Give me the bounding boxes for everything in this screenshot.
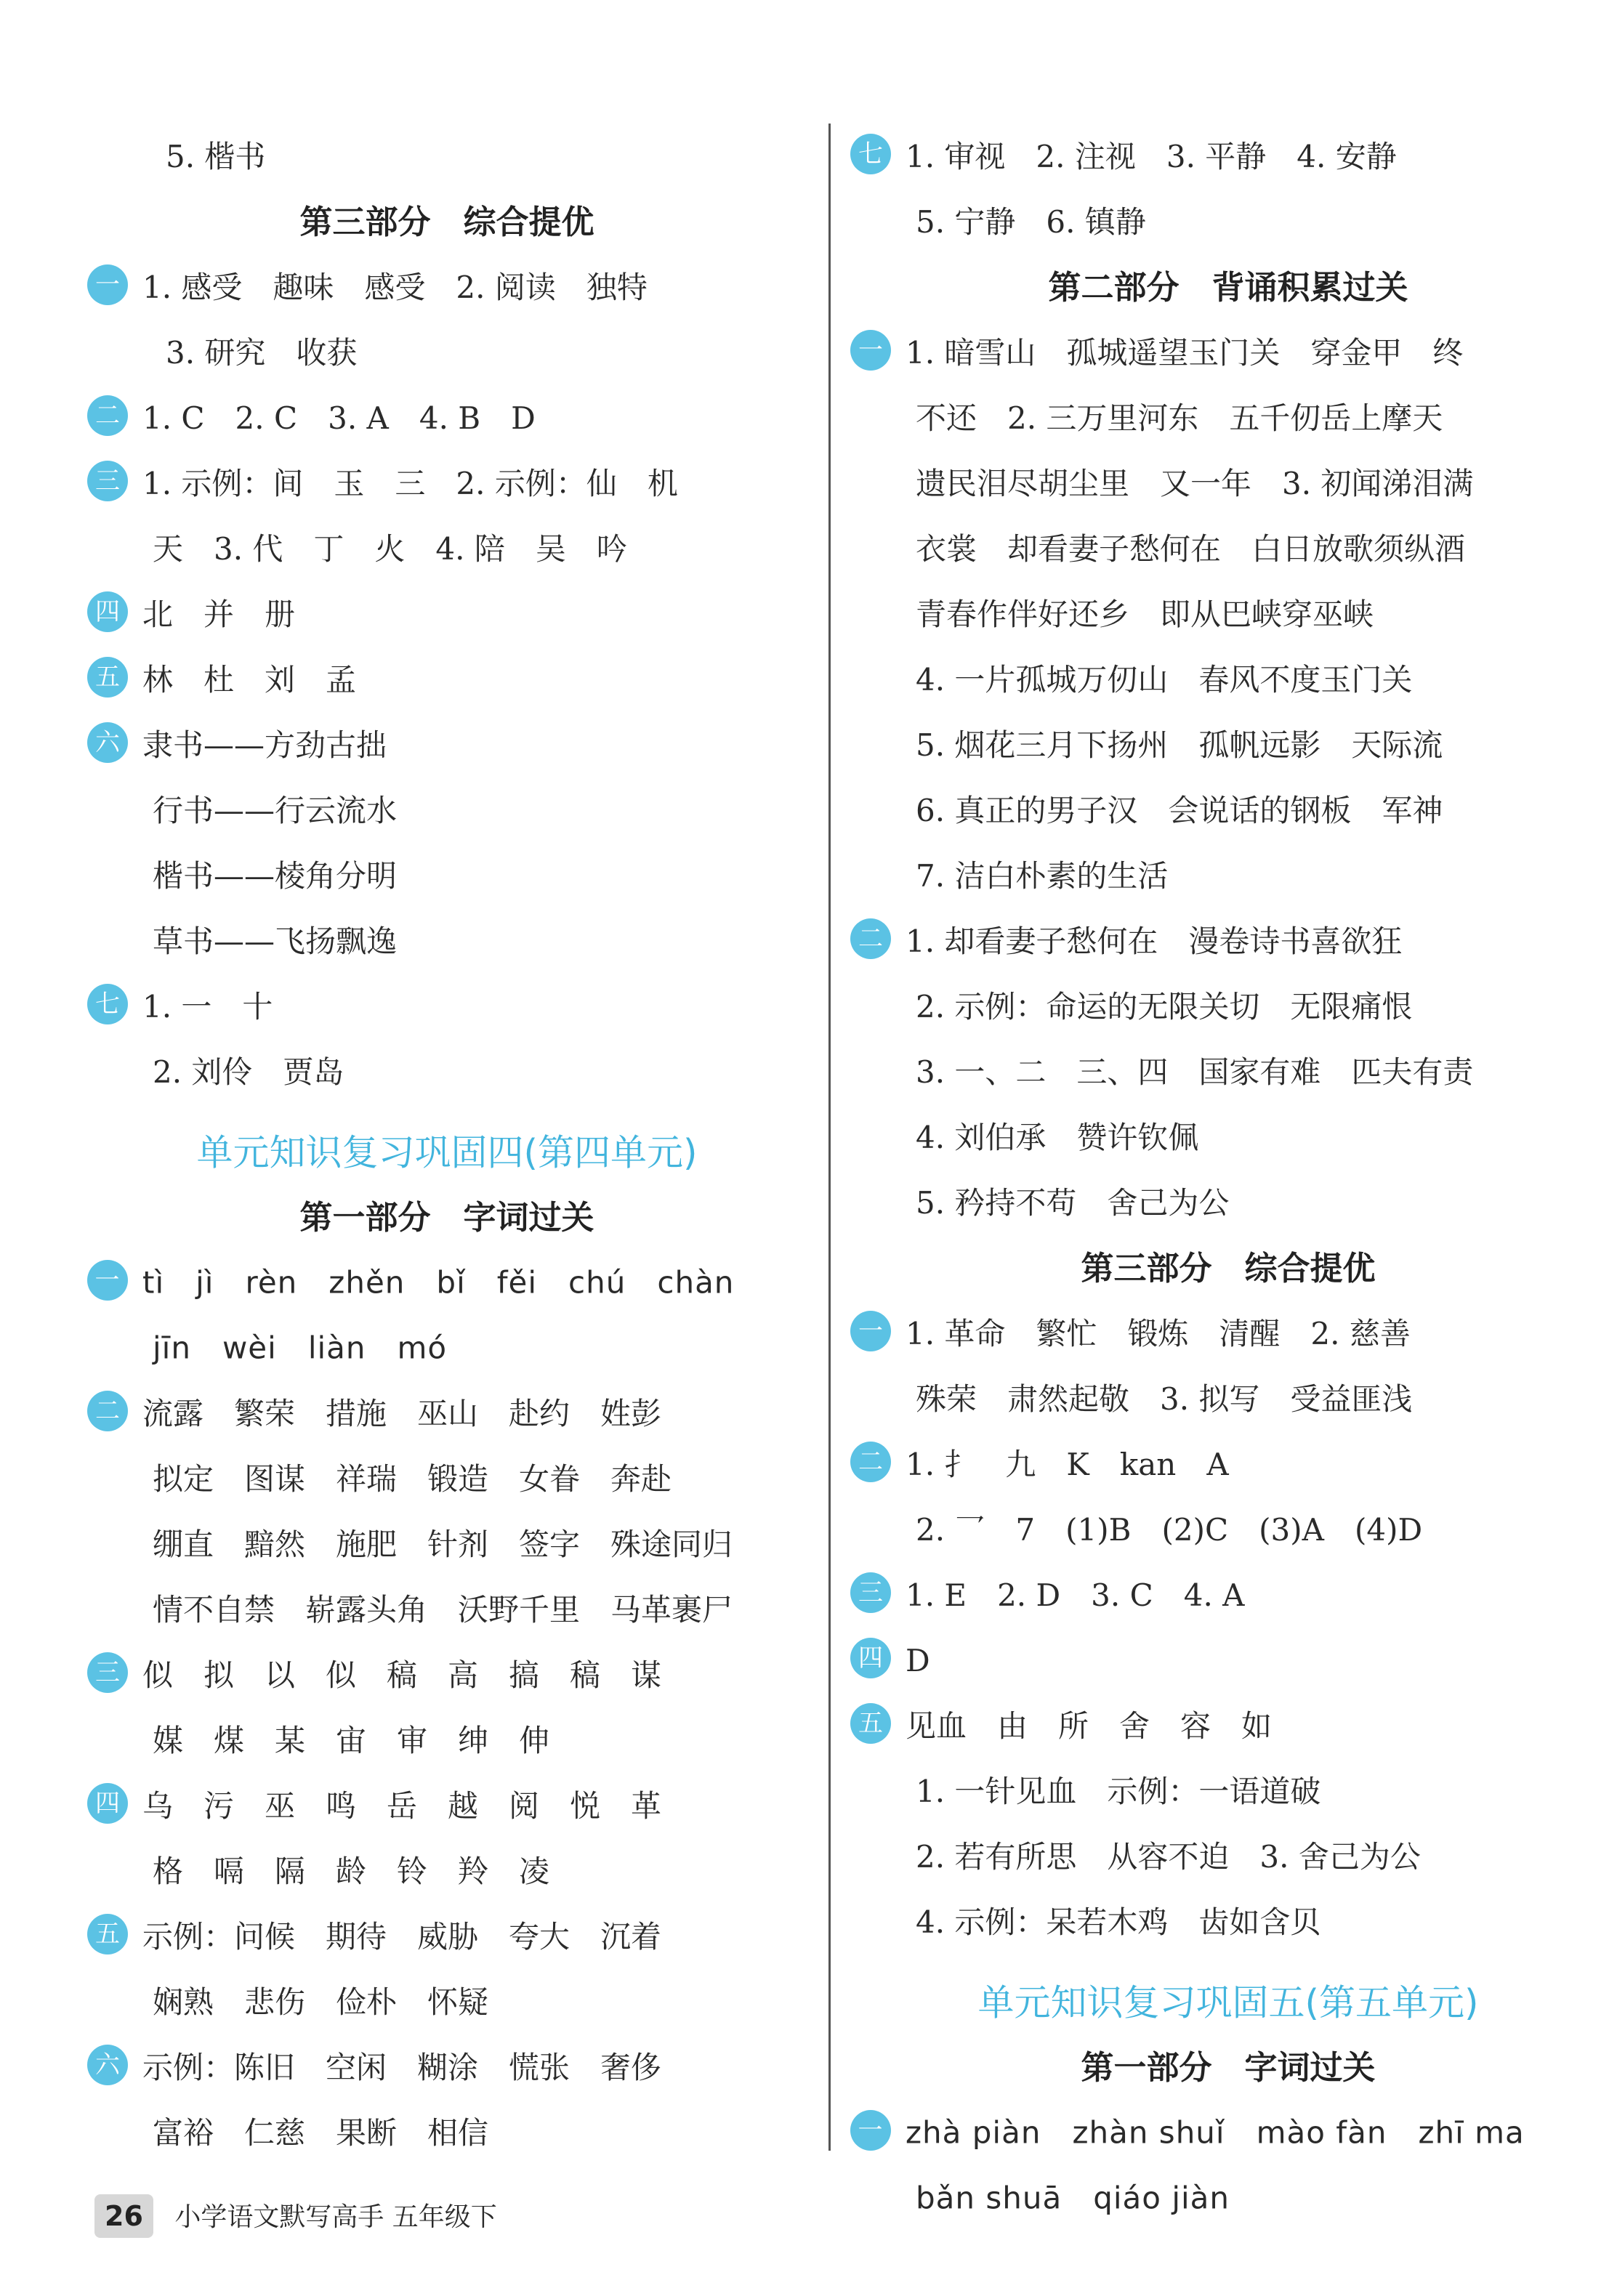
answer-line [87, 580, 807, 645]
line-text: 5. 宁静 6. 镇静 [916, 204, 1146, 240]
line-text: 1. 一 十 [142, 989, 273, 1024]
line-text: 流露 繁荣 措施 巫山 赴约 姓彭 [142, 1396, 662, 1431]
line-text: 第一部分 字词过关 [299, 1198, 594, 1237]
answer-line [850, 1822, 1606, 1888]
line-text: tì jì rèn zhěn bǐ fěi chú chàn [142, 1264, 735, 1301]
line-text: 遗民泪尽胡尘里 又一年 3. 初闻涕泪满 [916, 466, 1474, 501]
line-text: 1. 示例：间 玉 三 2. 示例：仙 机 [142, 466, 678, 501]
line-text: 2. 乛 7 (1)B (2)C (3)A (4)D [916, 1512, 1423, 1548]
answer-line [87, 122, 807, 187]
question-number-badge: 一 [850, 1311, 891, 1351]
answer-line [87, 1706, 807, 1771]
line-text: 单元知识复习巩固五(第五单元) [977, 1981, 1479, 2024]
question-number-badge: 二 [87, 1391, 128, 1431]
question-number-badge: 三 [87, 1652, 128, 1693]
answer-line [87, 2098, 807, 2164]
answer-line [87, 514, 807, 580]
answer-line [87, 1510, 807, 1575]
question-number-badge: 二 [850, 918, 891, 959]
answer-line [850, 1299, 1606, 1365]
line-text: 殊荣 肃然起敬 3. 拟写 受益匪浅 [916, 1381, 1413, 1417]
answer-line [87, 711, 807, 776]
line-text: 单元知识复习巩固四(第四单元) [196, 1131, 698, 1174]
line-text: 林 杜 刘 孟 [142, 662, 357, 698]
answer-line [850, 907, 1606, 972]
line-text: 娴熟 悲伤 俭朴 怀疑 [153, 1984, 489, 2020]
question-number-badge: 三 [87, 461, 128, 501]
line-text: 第一部分 字词过关 [1081, 2048, 1376, 2087]
section-heading [87, 1183, 807, 1248]
line-text: 绷直 黯然 施肥 针剂 签字 殊途同归 [153, 1527, 733, 1562]
line-text: 示例：问候 期待 威胁 夸大 沉着 [142, 1919, 662, 1955]
answer-line [850, 2164, 1606, 2229]
answer-line [850, 1757, 1606, 1822]
line-text: 青春作伴好还乡 即从巴峡穿巫峡 [916, 597, 1374, 632]
answer-line [87, 1248, 807, 1314]
line-text: 2. 示例：命运的无限关切 无限痛恨 [916, 989, 1413, 1024]
answer-line [87, 253, 807, 318]
line-text: 乌 污 巫 鸣 岳 越 阅 悦 革 [142, 1788, 662, 1824]
question-number-badge: 六 [87, 722, 128, 763]
line-text: 行书——行云流水 [153, 793, 398, 828]
line-text: 1. 革命 繁忙 锻炼 清醒 2. 慈善 [906, 1316, 1411, 1351]
book-title: 小学语文默写高手 五年级下 [174, 2202, 497, 2232]
answer-line [87, 2033, 807, 2098]
answer-line [87, 1575, 807, 1641]
line-text: 不还 2. 三万里河东 五千仞岳上摩天 [916, 400, 1443, 436]
line-text: 媒 煤 某 宙 审 绅 伸 [153, 1723, 550, 1758]
answer-line [850, 514, 1606, 580]
answer-line [87, 1379, 807, 1444]
answer-line [850, 1561, 1606, 1626]
line-text: 4. 刘伯承 赞许钦佩 [916, 1120, 1199, 1155]
line-text: 见血 由 所 舍 容 如 [906, 1708, 1273, 1744]
answer-line [850, 1365, 1606, 1430]
answer-line [850, 1888, 1606, 1953]
answer-line [850, 1626, 1606, 1691]
question-number-badge: 七 [87, 984, 128, 1024]
answer-line [850, 645, 1606, 711]
answer-line [87, 318, 807, 384]
page-number: 26 [94, 2194, 153, 2238]
line-text: 1. 审视 2. 注视 3. 平静 4. 安静 [906, 139, 1397, 174]
page-footer [94, 2194, 497, 2238]
question-number-badge: 二 [87, 395, 128, 436]
line-text: 1. 一针见血 示例：一语道破 [916, 1774, 1321, 1809]
left-column [87, 122, 807, 2164]
line-text: 隶书——方劲古拙 [142, 727, 387, 763]
line-text: jīn wèi liàn mó [153, 1330, 448, 1366]
answer-line [850, 187, 1606, 253]
line-text: 拟定 图谋 祥瑞 锻造 女眷 奔赴 [153, 1461, 672, 1497]
answer-line [850, 318, 1606, 384]
answer-line [850, 580, 1606, 645]
question-number-badge: 一 [850, 2110, 891, 2151]
unit-title [850, 1953, 1606, 2033]
line-text: bǎn shuā qiáo jiàn [916, 2180, 1230, 2216]
line-text: 似 拟 以 似 稿 高 搞 稿 谋 [142, 1657, 662, 1693]
line-text: D [906, 1643, 930, 1678]
answer-line [87, 1444, 807, 1510]
line-text: 7. 洁白朴素的生活 [916, 858, 1169, 894]
answer-line [87, 1837, 807, 1902]
answer-line [850, 1495, 1606, 1561]
question-number-badge: 三 [850, 1572, 891, 1613]
question-number-badge: 二 [850, 1442, 891, 1482]
section-heading [850, 2033, 1606, 2098]
line-text: 衣裳 却看妻子愁何在 白日放歌须纵酒 [916, 531, 1466, 567]
question-number-badge: 五 [87, 1914, 128, 1955]
line-text: 1. 感受 趣味 感受 2. 阅读 独特 [142, 270, 648, 305]
right-column [850, 122, 1606, 2229]
question-number-badge: 五 [850, 1703, 891, 1744]
answer-line [850, 122, 1606, 187]
line-text: 第三部分 综合提优 [1081, 1249, 1376, 1288]
answer-line [87, 1902, 807, 1968]
section-heading [850, 1234, 1606, 1299]
answer-line [87, 776, 807, 841]
answer-line [850, 449, 1606, 514]
line-text: 富裕 仁慈 果断 相信 [153, 2115, 489, 2151]
line-text: 草书——飞扬飘逸 [153, 923, 398, 959]
line-text: 3. 研究 收获 [166, 335, 358, 371]
line-text: 3. 一、二 三、四 国家有难 匹夫有责 [916, 1054, 1474, 1090]
answer-line [850, 841, 1606, 907]
unit-title [87, 1103, 807, 1183]
line-text: 格 嗝 隔 龄 铃 羚 凌 [153, 1854, 550, 1889]
answer-line [87, 449, 807, 514]
line-text: 第三部分 综合提优 [299, 203, 594, 241]
line-text: 示例：陈旧 空闲 糊涂 慌张 奢侈 [142, 2050, 662, 2085]
answer-line [850, 1430, 1606, 1495]
question-number-badge: 一 [850, 330, 891, 371]
question-number-badge: 四 [87, 591, 128, 632]
line-text: 1. 扌 九 K kan A [906, 1447, 1229, 1482]
answer-line [850, 1168, 1606, 1234]
answer-line [850, 384, 1606, 449]
answer-line [850, 972, 1606, 1038]
answer-line [850, 776, 1606, 841]
question-number-badge: 五 [87, 657, 128, 698]
line-text: 楷书——棱角分明 [153, 858, 398, 894]
line-text: 6. 真正的男子汉 会说话的钢板 军神 [916, 793, 1443, 828]
answer-line [87, 1968, 807, 2033]
line-text: 天 3. 代 丁 火 4. 陪 吴 吟 [153, 531, 627, 567]
section-heading [87, 187, 807, 253]
answer-line [87, 1641, 807, 1706]
line-text: 1. 暗雪山 孤城遥望玉门关 穿金甲 终 [906, 335, 1464, 371]
line-text: 4. 示例：呆若木鸡 齿如含贝 [916, 1904, 1321, 1940]
answer-line [850, 1038, 1606, 1103]
answer-line [87, 907, 807, 972]
line-text: 2. 刘伶 贾岛 [153, 1054, 344, 1090]
question-number-badge: 四 [87, 1783, 128, 1824]
line-text: 1. 却看妻子愁何在 漫卷诗书喜欲狂 [906, 923, 1403, 959]
line-text: 1. E 2. D 3. C 4. A [906, 1577, 1245, 1613]
question-number-badge: 一 [87, 1260, 128, 1301]
answer-line [87, 1314, 807, 1379]
line-text: 4. 一片孤城万仞山 春风不度玉门关 [916, 662, 1413, 698]
answer-line [87, 972, 807, 1038]
question-number-badge: 一 [87, 264, 128, 305]
answer-line [87, 1038, 807, 1103]
answer-line [87, 841, 807, 907]
answer-line [87, 384, 807, 449]
answer-line [850, 711, 1606, 776]
line-text: 第二部分 背诵积累过关 [1048, 268, 1408, 307]
line-text: zhà piàn zhàn shuǐ mào fàn zhī ma [906, 2114, 1525, 2151]
line-text: 5. 楷书 [166, 139, 266, 174]
line-text: 1. C 2. C 3. A 4. B D [142, 400, 536, 436]
line-text: 5. 矜持不苟 舍己为公 [916, 1185, 1230, 1221]
line-text: 北 并 册 [142, 597, 296, 632]
section-heading [850, 253, 1606, 318]
line-text: 2. 若有所思 从容不迫 3. 舍己为公 [916, 1839, 1421, 1875]
answer-line [87, 1771, 807, 1837]
question-number-badge: 六 [87, 2045, 128, 2085]
answer-line [850, 2098, 1606, 2164]
column-divider [828, 124, 831, 2151]
question-number-badge: 七 [850, 134, 891, 174]
line-text: 情不自禁 崭露头角 沃野千里 马革裹尸 [153, 1592, 733, 1628]
question-number-badge: 四 [850, 1638, 891, 1678]
answer-line [850, 1691, 1606, 1757]
answer-line [850, 1103, 1606, 1168]
answer-line [87, 645, 807, 711]
line-text: 5. 烟花三月下扬州 孤帆远影 天际流 [916, 727, 1443, 763]
